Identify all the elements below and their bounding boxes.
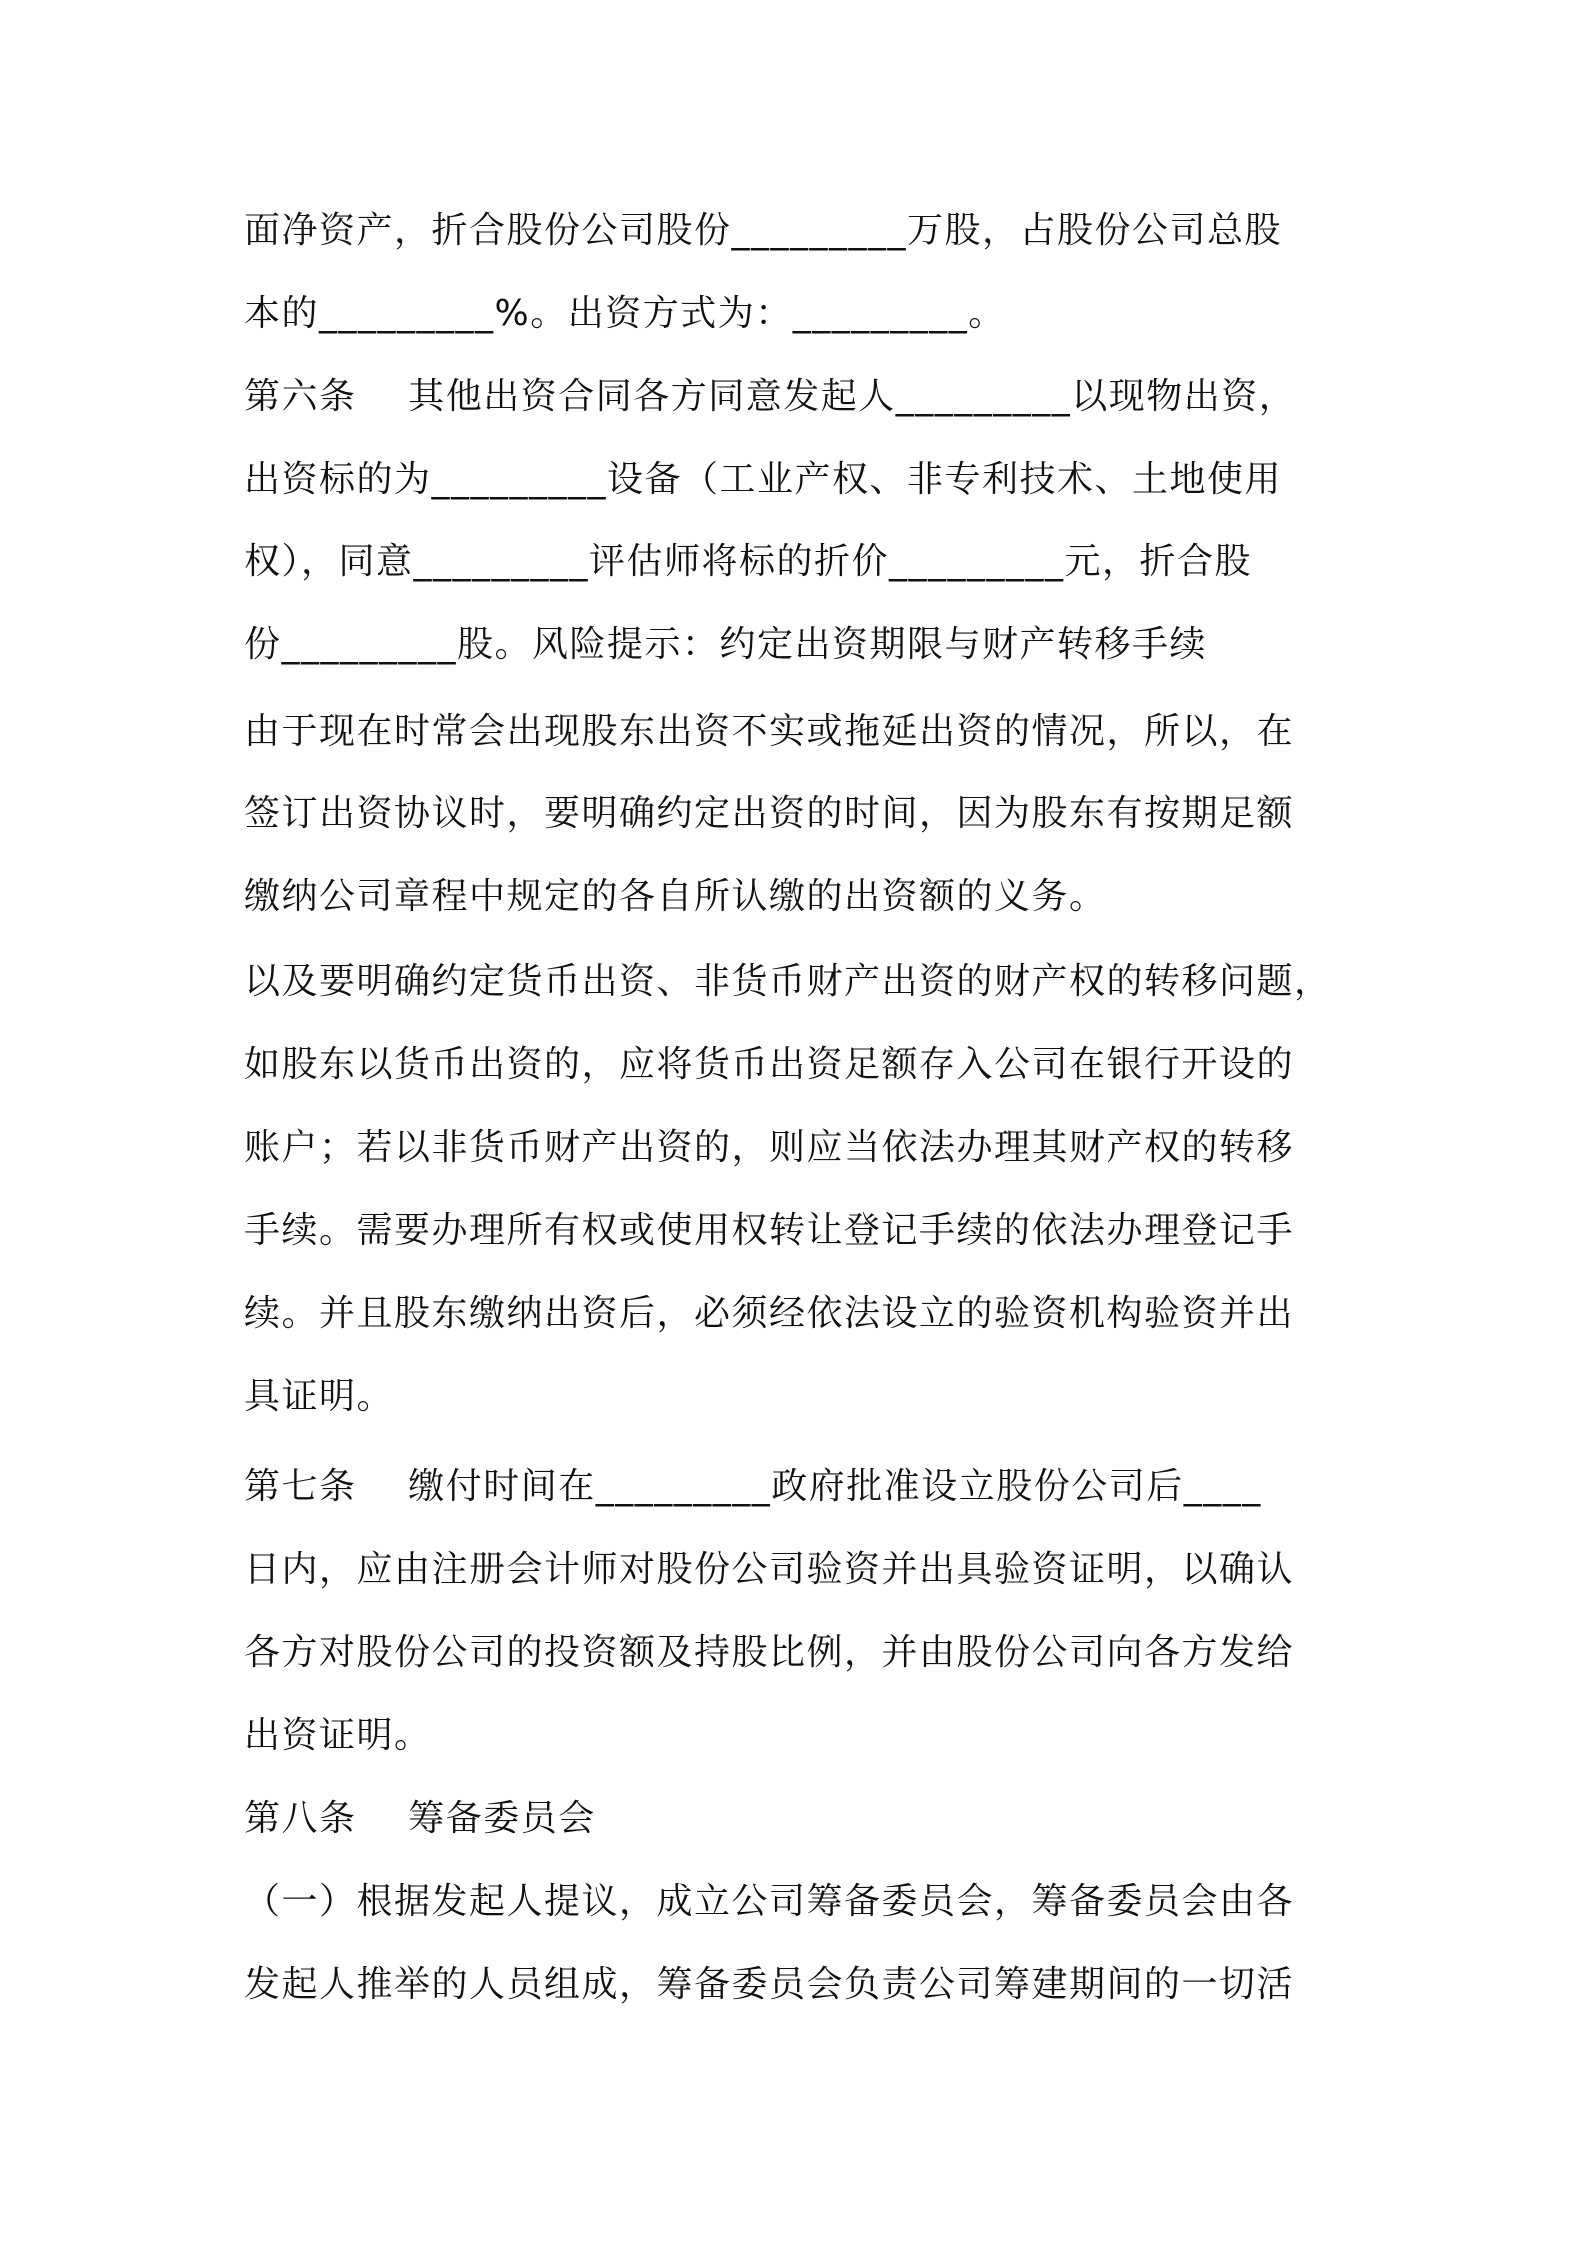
- article-7-heading-line: 第七条 缴付时间在_________政府批准设立股份公司后____: [244, 1466, 1262, 1507]
- paragraph-line: 缴纳公司章程中规定的各自所认缴的出资额的义务。: [244, 876, 1107, 917]
- paragraph-line: 本的_________%。出资方式为：_________。: [244, 293, 1006, 334]
- article-8-heading-line: 第八条 筹备委员会: [244, 1798, 596, 1839]
- paragraph-line: 续。并且股东缴纳出资后，必须经依法设立的验资机构验资并出: [244, 1293, 1295, 1334]
- paragraph-line: 发起人推举的人员组成，筹备委员会负责公司筹建期间的一切活: [244, 1964, 1295, 2005]
- paragraph-line: 以及要明确约定货币出资、非货币财产出资的财产权的转移问题，: [244, 961, 1332, 1002]
- paragraph-line: 面净资产，折合股份公司股份_________万股，占股份公司总股: [244, 210, 1283, 251]
- paragraph-line: 签订出资协议时，要明确约定出资的时间，因为股东有按期足额: [244, 793, 1295, 834]
- paragraph-line: 手续。需要办理所有权或使用权转让登记手续的依法办理登记手: [244, 1210, 1295, 1251]
- paragraph-line: 权），同意_________评估师将标的折价_________元，折合股: [244, 541, 1253, 582]
- paragraph-line: 账户；若以非货币财产出资的，则应当依法办理其财产权的转移: [244, 1127, 1295, 1168]
- paragraph-line: 如股东以货币出资的，应将货币出资足额存入公司在银行开设的: [244, 1044, 1295, 1085]
- paragraph-line: 由于现在时常会出现股东出资不实或拖延出资的情况，所以，在: [244, 711, 1295, 752]
- paragraph-line: 出资证明。: [244, 1715, 432, 1756]
- paragraph-line: 各方对股份公司的投资额及持股比例，并由股份公司向各方发给: [244, 1632, 1295, 1673]
- article-6-heading-line: 第六条 其他出资合同各方同意发起人_________以现物出资，: [244, 376, 1297, 417]
- paragraph-line: 出资标的为_________设备（工业产权、非专利技术、土地使用: [244, 459, 1283, 500]
- paragraph-line: 具证明。: [244, 1376, 395, 1417]
- paragraph-line: 份_________股。风险提示：约定出资期限与财产转移手续: [244, 624, 1208, 665]
- paragraph-line: （一）根据发起人提议，成立公司筹备委员会，筹备委员会由各: [244, 1881, 1295, 1922]
- paragraph-line: 日内，应由注册会计师对股份公司验资并出具验资证明，以确认: [244, 1549, 1295, 1590]
